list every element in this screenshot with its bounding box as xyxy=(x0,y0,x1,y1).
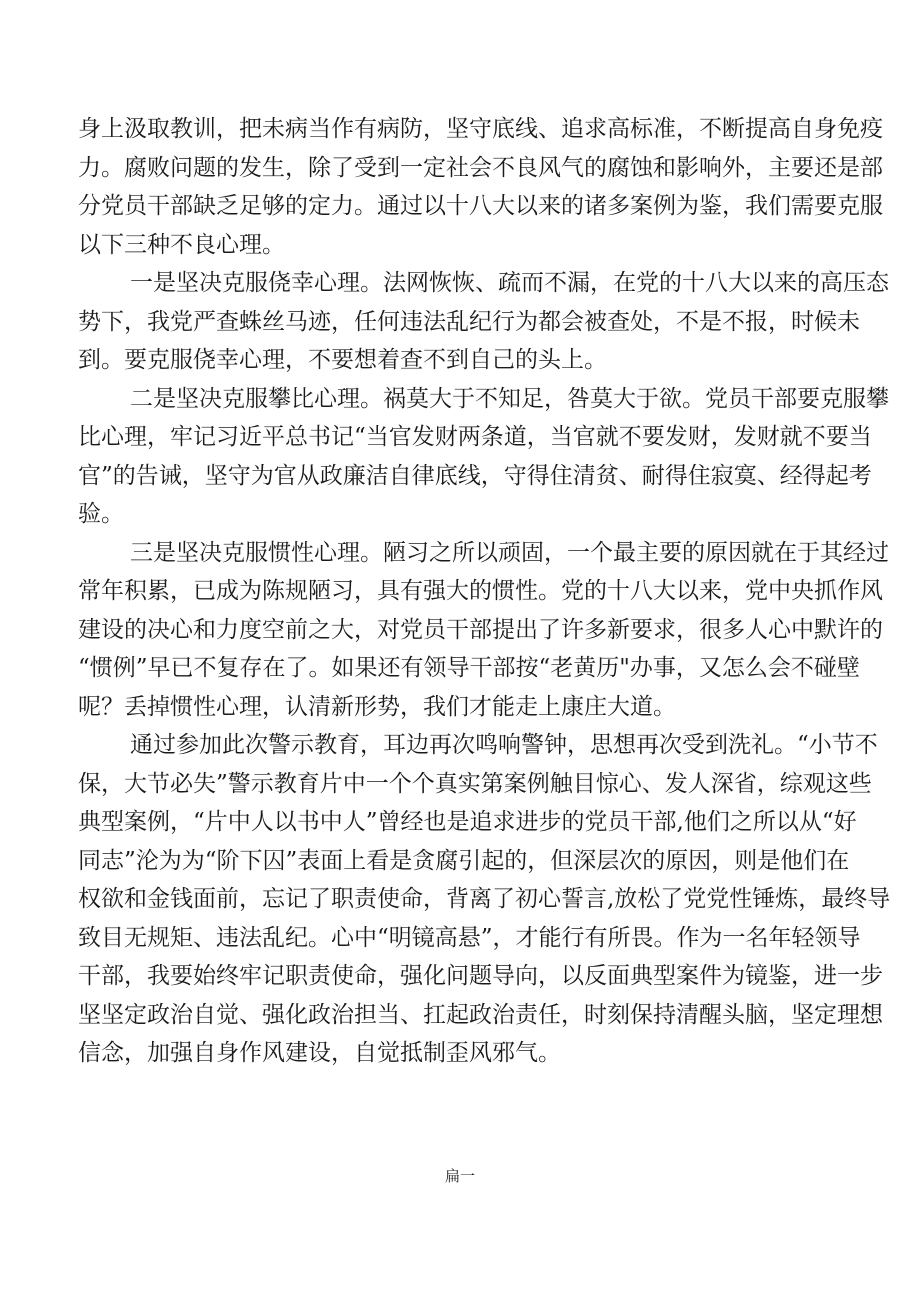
paragraph xyxy=(78,380,889,534)
paragraph-line: 一是坚决克服侥幸心理。法网恢恢、疏而不漏，在党的十八大以来的高压态 xyxy=(130,270,889,296)
paragraph xyxy=(78,534,889,727)
document-body xyxy=(78,110,891,1073)
paragraph xyxy=(78,110,883,264)
paragraph-line: 典型案例，“片中人以书中人”曾经也是追求进步的党员干部,他们之所以从“好 xyxy=(78,809,857,835)
paragraph-line: 身上汲取教训，把未病当作有病防，坚守底线、追求高标准，不断提高自身免疫 xyxy=(78,116,883,142)
paragraph-line: 以下三种不良心理。 xyxy=(78,231,285,258)
paragraph-line: 通过参加此次警示教育，耳边再次鸣响警钟，思想再次受到洗礼。“小节不 xyxy=(130,732,878,758)
paragraph-line: 信念，加强自身作风建设，自觉抵制歪风邪气。 xyxy=(78,1040,561,1066)
paragraph-line: 呢？丢掉惯性心理，认清新形势，我们才能走上康庄大道。 xyxy=(78,693,676,720)
paragraph-line: 同志”沦为为“阶下囚”表面上看是贪腐引起的，但深层次的原因，则是他们在 xyxy=(78,847,850,874)
paragraph-line: “惯例”早已不复存在了。如果还有领导干部按“老黄历"办事，又怎么会不碰壁 xyxy=(78,655,860,681)
paragraph-line: 建设的决心和力度空前之大，对党员干部提出了许多新要求，很多人心中默许的 xyxy=(78,616,883,643)
paragraph-line: 坚坚定政治自觉、强化政治担当、扛起政治责任，时刻保持清醒头脑，坚定理想 xyxy=(78,1001,883,1028)
paragraph-line: 二是坚决克服攀比心理。祸莫大于不知足，咎莫大于欲。党员干部要克服攀 xyxy=(130,385,889,412)
paragraph-line: 保，大节必失”警示教育片中一个个真实第案例触目惊心、发人深省，综观这些 xyxy=(78,770,872,797)
paragraph xyxy=(78,264,889,380)
paragraph-line: 验。 xyxy=(78,501,124,527)
paragraph-line: 三是坚决克服惯性心理。陋习之所以顽固，一个最主要的原因就在于其经过 xyxy=(130,539,889,566)
paragraph-line: 势下，我党严查蛛丝马迹，任何违法乱纪行为都会被查处，不是不报，时候未 xyxy=(78,308,860,335)
paragraph-line: 致目无规矩、违法乱纪。心中“明镜高悬”，才能行有所畏。作为一名年轻领导 xyxy=(78,924,861,951)
page-footer-label: 扁一 xyxy=(444,1167,475,1185)
paragraph-line: 到。要克服侥幸心理，不要想着查不到自己的头上。 xyxy=(78,347,607,373)
paragraph-line: 常年积累，已成为陈规陋习，具有强大的惯性。党的十八大以来，党中央抓作风 xyxy=(78,578,883,604)
paragraph-line: 干部，我要始终牢记职责使命，强化问题导向，以反面典型案件为镜鉴，进一步 xyxy=(78,963,883,989)
paragraph-line: 比心理，牢记习近平总书记“当官发财两条道，当官就不要发财，发财就不要当 xyxy=(78,424,872,450)
paragraph-line: 分党员干部缺乏足够的定力。通过以十八大以来的诸多案例为鉴，我们需要克服 xyxy=(78,193,883,219)
paragraph xyxy=(78,726,891,1073)
paragraph-line: 力。腐败问题的发生，除了受到一定社会不良风气的腐蚀和影响外，主要还是部 xyxy=(78,154,883,181)
paragraph-line: 官”的告诫，坚守为官从政廉洁自律底线，守得住清贫、耐得住寂寞、经得起考 xyxy=(78,462,872,489)
paragraph-line: 权欲和金钱面前，忘记了职责使命，背离了初心誓言,放松了党党性锤炼，最终导 xyxy=(78,886,891,912)
